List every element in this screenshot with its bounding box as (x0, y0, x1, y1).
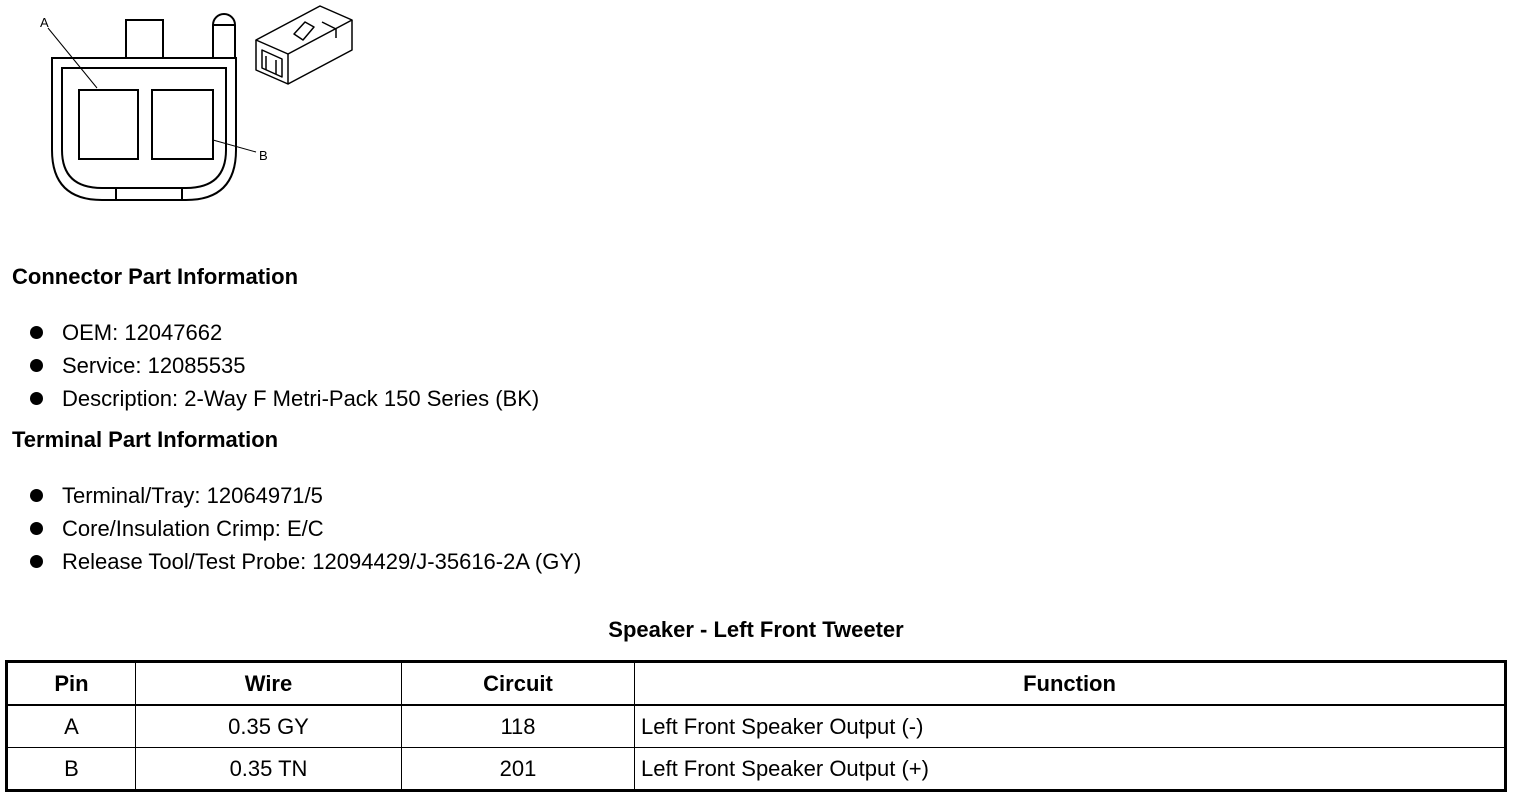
column-header-wire: Wire (136, 662, 402, 706)
list-item (28, 545, 581, 578)
leader-line-b (213, 140, 256, 152)
cell-circuit: 118 (402, 705, 635, 748)
connector-diagram (0, 0, 380, 220)
connector-isometric-view (256, 6, 352, 84)
column-header-function: Function (635, 662, 1506, 706)
list-item (28, 512, 581, 545)
cell-wire: 0.35 GY (136, 705, 402, 748)
list-item (28, 349, 539, 382)
list-item-text: Release Tool/Test Probe: 12094429/J-35616-2A (GY) (62, 549, 582, 574)
bullet-icon (30, 489, 43, 502)
table-row (7, 705, 1506, 748)
list-item-text: OEM: 12047662 (62, 320, 223, 345)
cell-pin: A (7, 705, 136, 748)
cavity-label-b: B (259, 148, 268, 163)
bullet-icon (30, 522, 43, 535)
pin-table (5, 660, 1507, 792)
list-item-text: Core/Insulation Crimp: E/C (62, 516, 324, 541)
cell-pin: B (7, 748, 136, 791)
list-item (28, 479, 581, 512)
bullet-icon (30, 326, 43, 339)
column-header-circuit: Circuit (402, 662, 635, 706)
cell-function: Left Front Speaker Output (-) (635, 705, 1506, 748)
list-item-text: Service: 12085535 (62, 353, 246, 378)
list-item-text: Description: 2-Way F Metri-Pack 150 Series (BK) (62, 386, 540, 411)
cavity-label-a: A (40, 15, 49, 30)
bullet-icon (30, 555, 43, 568)
connector-part-info-list (28, 316, 539, 415)
list-item (28, 316, 539, 349)
list-item (28, 382, 539, 415)
list-item-text: Terminal/Tray: 12064971/5 (62, 483, 323, 508)
cell-circuit: 201 (402, 748, 635, 791)
bullet-icon (30, 392, 43, 405)
terminal-part-info-heading: Terminal Part Information (12, 427, 279, 452)
pin-table-title: Speaker - Left Front Tweeter (608, 617, 904, 642)
cell-wire: 0.35 TN (136, 748, 402, 791)
table-row (7, 748, 1506, 791)
bullet-icon (30, 359, 43, 372)
terminal-part-info-list (28, 479, 581, 578)
cell-function: Left Front Speaker Output (+) (635, 748, 1506, 791)
connector-part-info-heading: Connector Part Information (12, 264, 299, 289)
column-header-pin: Pin (7, 662, 136, 706)
table-header-row (7, 662, 1506, 706)
cavity-a (79, 90, 138, 159)
cavity-b (152, 90, 213, 159)
